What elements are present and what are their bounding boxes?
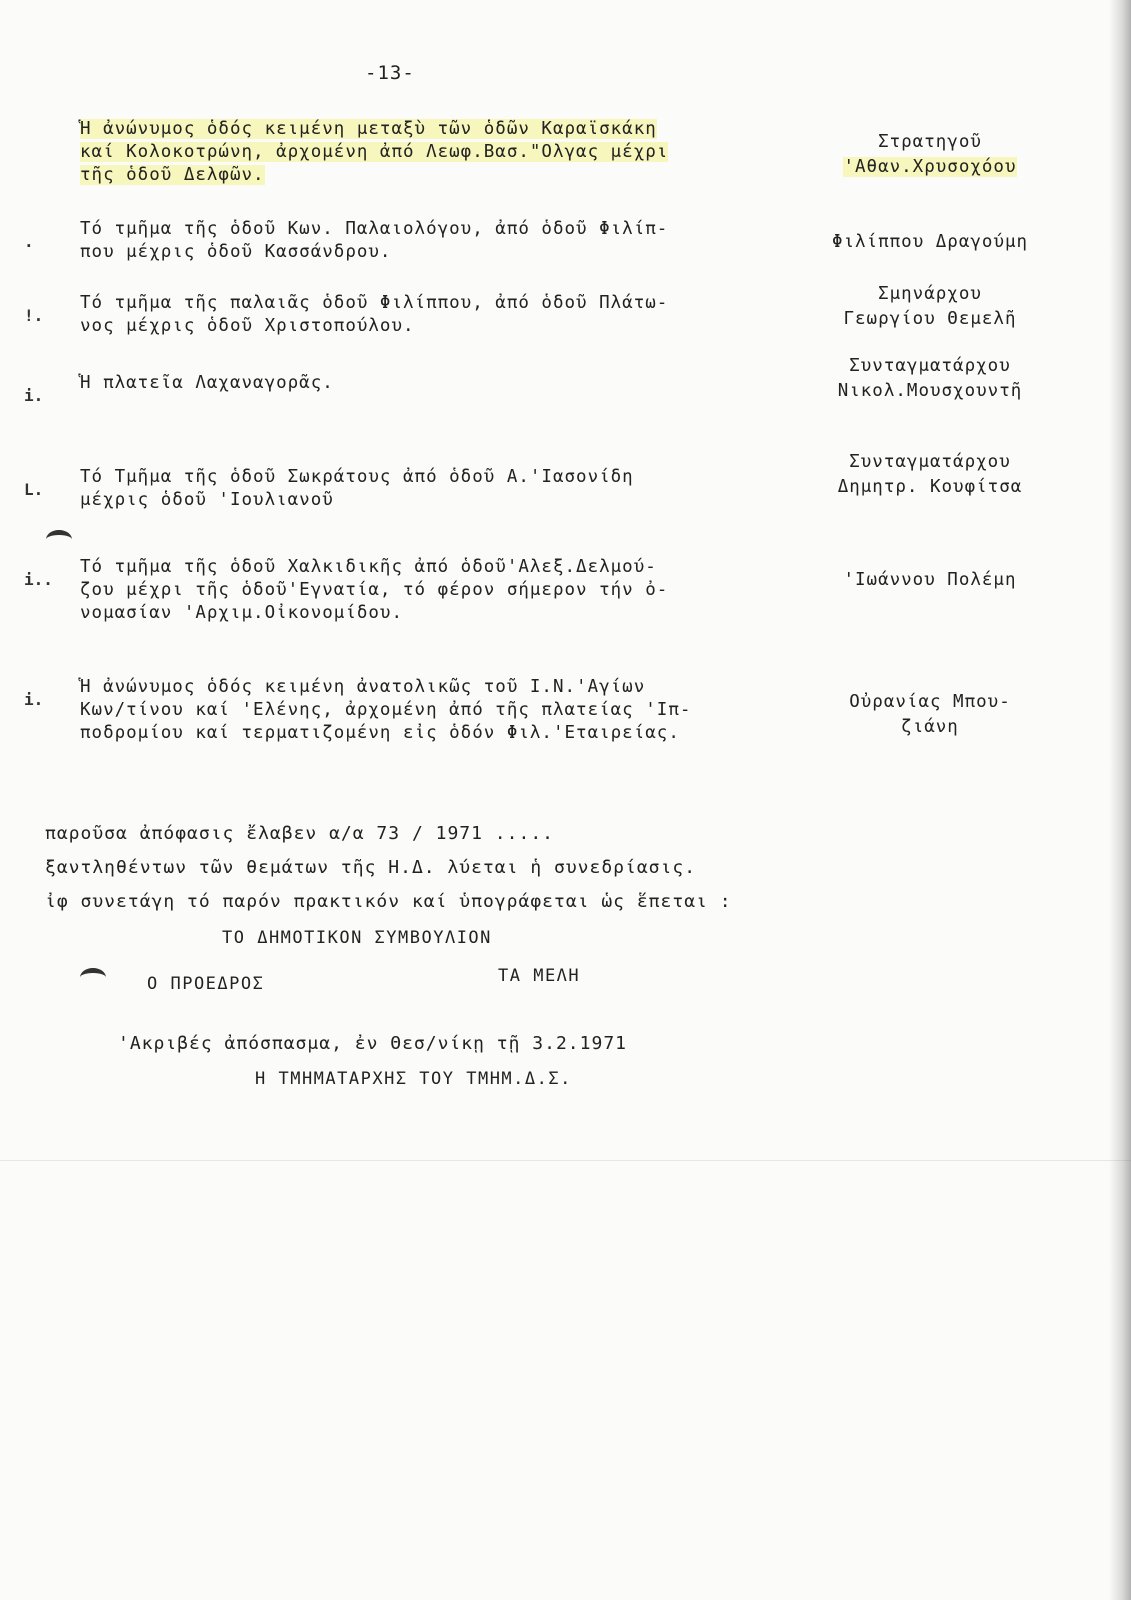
description-line: νομασίαν 'Αρχιμ.Οἰκονομίδου. xyxy=(80,603,404,623)
street-new-name xyxy=(800,230,1060,255)
entry-description xyxy=(80,556,780,625)
head-of-section-label: Η ΤΜΗΜΑΤΑΡΧΗΣ ΤΟΥ ΤΜΗΜ.Δ.Σ. xyxy=(255,1069,572,1089)
entry-description xyxy=(80,218,780,264)
certified-copy-line: 'Ακριβές ἀπόσπασμα, ἐν Θεσ/νίκῃ τῇ 3.2.1971 xyxy=(118,1033,627,1054)
punch-hole-mark xyxy=(80,968,106,987)
description-line: που μέχρις ὁδοῦ Κασσάνδρου. xyxy=(80,242,392,262)
entry-marker: i. xyxy=(24,690,44,709)
description-line: Τό τμῆμα τῆς ὁδοῦ Χαλκιδικῆς ἀπό ὁδοῦ'Αλεξ.Δελμού- xyxy=(80,557,657,577)
entry-description xyxy=(80,292,780,338)
session-closed-line: ξαντληθέντων τῶν θεμάτων τῆς Η.Δ. λύεται ἡ συνεδρίασις. xyxy=(45,857,697,878)
street-new-name xyxy=(800,354,1060,404)
council-heading: ΤΟ ΔΗΜΟΤΙΚΟΝ ΣΥΜΒΟΥΛΙΟΝ xyxy=(222,928,492,948)
entry-description xyxy=(80,118,780,187)
description-line: Τό τμῆμα τῆς ὁδοῦ Κων. Παλαιολόγου, ἀπό ὁδοῦ Φιλίπ- xyxy=(80,219,669,239)
street-new-name xyxy=(800,282,1060,332)
description-line: Ἡ ἀνώνυμος ὁδός κειμένη ἀνατολικῶς τοῦ Ι.Ν.'Αγίων xyxy=(80,677,646,697)
members-label: ΤΑ ΜΕΛΗ xyxy=(498,966,581,986)
entry-description xyxy=(80,676,780,745)
description-line: Τό Τμῆμα τῆς ὁδοῦ Σωκράτους ἀπό ὁδοῦ Α.'Ιασονίδη xyxy=(80,467,634,487)
name-line: Σμηνάρχου xyxy=(878,284,982,304)
entry-marker: i. xyxy=(24,386,44,405)
street-new-name xyxy=(800,450,1060,500)
minutes-signed-line: ἰφ συνετάγη τό παρόν πρακτικόν καί ὑπογράφεται ὡς ἕπεται : xyxy=(45,891,732,912)
description-line: Ἡ ἀνώνυμος ὁδός κειμένη μεταξὺ τῶν ὁδῶν Καραϊσκάκη xyxy=(80,119,657,139)
entry-description xyxy=(80,466,780,512)
entry-marker: !. xyxy=(24,306,44,325)
entry-marker: . xyxy=(24,232,34,251)
name-line: Συνταγματάρχου xyxy=(849,452,1011,472)
page-number: -13- xyxy=(365,62,415,84)
description-line: Τό τμῆμα τῆς παλαιᾶς ὁδοῦ Φιλίππου, ἀπό ὁδοῦ Πλάτω- xyxy=(80,293,669,313)
name-line: ζιάνη xyxy=(901,717,959,737)
description-line: Ἡ πλατεῖα Λαχαναγορᾶς. xyxy=(80,373,334,393)
street-new-name xyxy=(800,130,1060,180)
name-line: 'Αθαν.Χρυσοχόου xyxy=(843,157,1017,177)
description-line: ζου μέχρι τῆς ὁδοῦ'Εγνατία, τό φέρον σήμερον τήν ὀ- xyxy=(80,580,669,600)
name-line: Νικολ.Μουσχουντῆ xyxy=(837,381,1023,401)
scanned-edge-shadow xyxy=(1109,0,1131,1600)
description-line: τῆς ὁδοῦ Δελφῶν. xyxy=(80,165,265,185)
name-line: Οὐρανίας Μπου- xyxy=(849,692,1011,712)
street-new-name xyxy=(800,568,1060,593)
decision-number-line: παροῦσα ἀπόφασις ἔλαβεν α/α 73 / 1971 ..... xyxy=(45,823,554,844)
description-line: μέχρις ὁδοῦ 'Ιουλιανοῦ xyxy=(80,490,334,510)
president-label: Ο ΠΡΟΕΔΡΟΣ xyxy=(147,974,265,994)
name-line: Στρατηγοῦ xyxy=(878,132,982,152)
name-line: 'Ιωάννου Πολέμη xyxy=(843,570,1017,590)
entry-description xyxy=(80,372,780,395)
street-new-name xyxy=(800,690,1060,740)
description-line: Κων/τίνου καί 'Ελένης, ἀρχομένη ἀπό τῆς πλατείας 'Ιπ- xyxy=(80,700,692,720)
entry-marker: i.. xyxy=(24,570,53,589)
description-line: νος μέχρις ὁδοῦ Χριστοπούλου. xyxy=(80,316,415,336)
entry-marker: L. xyxy=(24,480,44,499)
description-line: καί Κολοκοτρώνη, ἀρχομένη ἀπό Λεωφ.Βασ."Ολγας μέχρι xyxy=(80,142,669,162)
name-line: Γεωργίου Θεμελῆ xyxy=(843,309,1017,329)
punch-hole-mark xyxy=(46,530,72,549)
name-line: Φιλίππου Δραγούμη xyxy=(831,232,1029,252)
description-line: ποδρομίου καί τερματιζομένη εἰς ὁδόν Φιλ.'Εταιρείας. xyxy=(80,723,680,743)
name-line: Συνταγματάρχου xyxy=(849,356,1011,376)
paper-fold-line xyxy=(0,1160,1131,1161)
name-line: Δημητρ. Κουφίτσα xyxy=(837,477,1023,497)
